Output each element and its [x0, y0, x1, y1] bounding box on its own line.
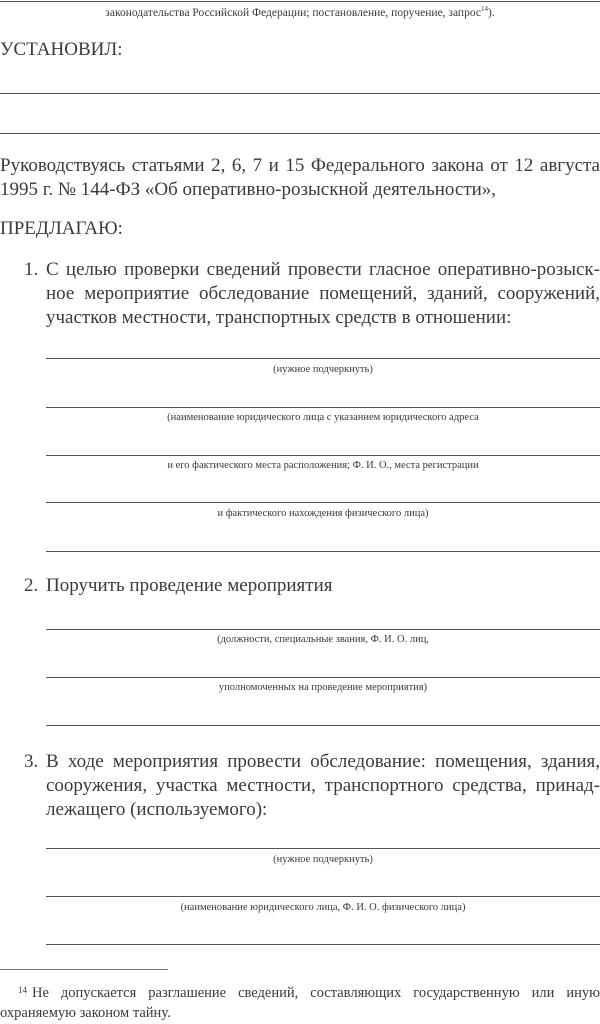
guided-line-1: Руководствуясь статьями 2, 6, 7 и 15 Федерального закона от 12 августа	[0, 155, 600, 176]
established-heading: УСТАНОВИЛ:	[0, 39, 123, 60]
item-1-caption-1: (нужное подчеркнуть)	[273, 364, 373, 375]
footnote-marker: 14	[18, 985, 27, 995]
item-2-number: 2.	[24, 575, 39, 596]
top-continuation-line	[0, 6, 600, 20]
footnote-text-1: Не допускается разглашение сведений, составляющих государственную или иную	[32, 985, 600, 1001]
item-3-number: 3.	[24, 751, 39, 772]
item-3-line-3: лежащего (используемого):	[46, 799, 268, 820]
top-continuation-tail: ).	[487, 7, 495, 19]
item-1-fill-line-1	[46, 358, 600, 359]
footnote-reference: 14	[480, 5, 488, 14]
item-3-line-2: сооружения, участка местности, транспортного средства, принад-	[46, 775, 600, 796]
propose-heading: ПРЕДЛАГАЮ:	[0, 218, 123, 239]
item-2-fill-line-3	[46, 725, 600, 726]
item-1-line-2: ное мероприятие обследование помещений, зданий, сооружений,	[46, 283, 600, 304]
item-1-fill-line-5	[46, 551, 600, 552]
established-fill-line-1	[0, 93, 600, 94]
item-1-fill-line-2	[46, 407, 600, 408]
item-3-fill-line-2	[46, 896, 600, 897]
item-1-caption-3: и его фактического места расположения; Ф. И. О., места регистрации	[167, 460, 479, 471]
established-fill-line-2	[0, 133, 600, 134]
top-rule	[0, 1, 600, 2]
item-1-caption-2: (наименование юридического лица с указанием юридического адреса	[167, 412, 479, 423]
top-continuation-text: законодательства Российской Федерации; постановление, поручение, запрос	[105, 7, 481, 19]
item-2-caption-2: уполномоченных на проведение мероприятия)	[218, 682, 428, 693]
item-1-fill-line-3	[46, 455, 600, 456]
item-3-fill-line-3	[46, 944, 600, 945]
item-2-caption-1: (должности, специальные звания, Ф. И. О. лиц,	[217, 634, 429, 645]
footnote-separator	[0, 969, 168, 970]
item-1-line-3: участков местности, транспортных средств в отношении:	[46, 307, 512, 328]
item-2-line-1: Поручить проведение мероприятия	[46, 575, 333, 596]
item-3-caption-1: (нужное подчеркнуть)	[273, 854, 373, 865]
item-3-caption-2: (наименование юридического лица, Ф. И. О. физического лица)	[180, 902, 466, 913]
item-2-fill-line-2	[46, 677, 600, 678]
item-1-caption-4: и фактического нахождения физического лица)	[217, 508, 429, 519]
item-1-line-1: С целью проверки сведений провести гласное оперативно-розыск-	[46, 259, 600, 280]
item-3-line-1: В ходе мероприятия провести обследование: помещения, здания,	[46, 751, 600, 772]
guided-line-2: 1995 г. № 144-ФЗ «Об оперативно-розыскной деятельности»,	[0, 179, 497, 200]
item-3-fill-line-1	[46, 848, 600, 849]
item-2-fill-line-1	[46, 629, 600, 630]
item-1-fill-line-4	[46, 502, 600, 503]
footnote-line-2: охраняемую законом тайну.	[0, 1005, 171, 1021]
item-1-number: 1.	[24, 259, 39, 280]
footnote-line-1	[0, 984, 600, 1003]
